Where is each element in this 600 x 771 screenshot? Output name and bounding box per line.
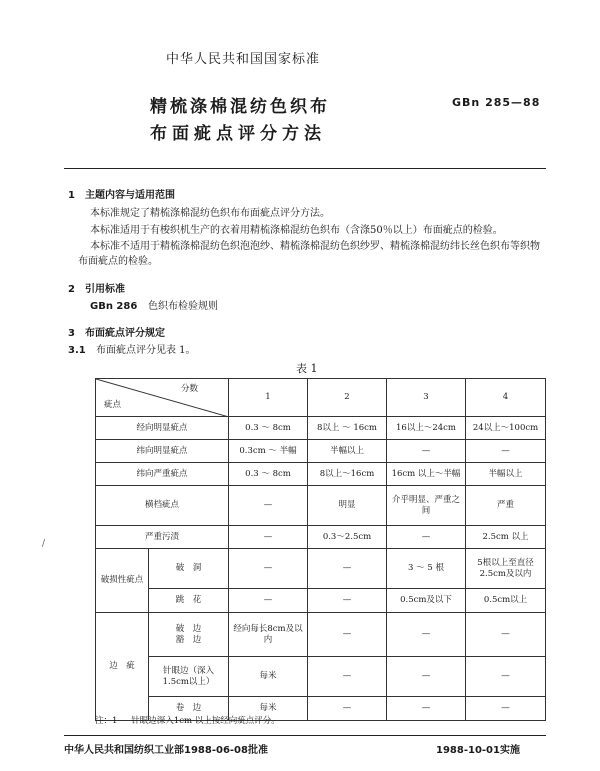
clause-3-1-text: 布面疵点评分见表 1。: [96, 345, 196, 356]
cell: —: [308, 549, 387, 589]
group-label-edge: 边 疵: [96, 613, 149, 721]
title-line-1: 精梳涤棉混纺色织布: [150, 97, 330, 117]
table-row: [96, 526, 546, 549]
cell: 经向每长8cm及以内: [229, 613, 308, 657]
table-row: [96, 549, 546, 589]
col-header-4: 4: [466, 379, 546, 417]
row-label: 跳 花: [149, 589, 229, 613]
table-row: [96, 440, 546, 463]
section-3-title: 3 布面疵点评分规定: [68, 328, 165, 339]
col-header-3: 3: [387, 379, 466, 417]
cell: 3 ～ 5 根: [387, 549, 466, 589]
cell: —: [308, 613, 387, 657]
cell: 8以上 ～ 16cm: [308, 417, 387, 440]
table-row: [96, 417, 546, 440]
cell: —: [229, 486, 308, 526]
cell: 0.5cm以上: [466, 589, 546, 613]
cell: —: [387, 657, 466, 697]
section-1-para-1: 本标准规定了精梳涤棉混纺色织布布面疵点评分方法。: [90, 208, 330, 219]
table-note: 注：1 针眼边深入1cm 以上按经向疵点评分。: [95, 716, 280, 726]
cell: 严重: [466, 486, 546, 526]
cell: —: [229, 589, 308, 613]
cell: —: [308, 657, 387, 697]
row-label: 横档疵点: [96, 486, 229, 526]
cell: —: [466, 440, 546, 463]
title-line-2: 布面疵点评分方法: [150, 124, 326, 144]
row-label: 严重污渍: [96, 526, 229, 549]
table-header-row: [96, 379, 546, 417]
cell: 0.3cm ～ 半幅: [229, 440, 308, 463]
header-defect: 疵点: [104, 400, 122, 410]
section-2-title: 2 引用标准: [68, 284, 125, 295]
cell: 0.3 ～ 8cm: [229, 417, 308, 440]
diagonal-header-cell: [96, 379, 229, 417]
cell: —: [387, 526, 466, 549]
cell: 16cm 以上～半幅: [387, 463, 466, 486]
cell: 0.5cm及以下: [387, 589, 466, 613]
row-label: 卷 边: [149, 697, 229, 721]
cell: —: [308, 589, 387, 613]
section-1-title: 1 主题内容与适用范围: [68, 190, 175, 201]
cell: 0.3 ～ 8cm: [229, 463, 308, 486]
section-1-para-2: 本标准适用于有梭织机生产的衣着用精梳涤棉混纺色织布（含涤50％以上）布面疵点的检验。: [90, 225, 503, 236]
header-rule: [64, 168, 546, 169]
clause-3-1-number: 3.1: [68, 345, 86, 356]
section-1-para-3: 本标准不适用于精梳涤棉混纺色织泡泡纱、精梳涤棉混纺色织纱罗、精梳涤棉混纺纬长丝色织布等织物布面疵点的检验。: [78, 241, 540, 267]
cell: —: [387, 613, 466, 657]
header-score: 分数: [180, 384, 198, 394]
effective-date: 1988-10-01实施: [436, 745, 520, 756]
reference-code: GBn 286: [90, 301, 138, 312]
defect-score-table: [95, 378, 546, 721]
margin-mark: /: [42, 539, 46, 549]
cell: —: [387, 440, 466, 463]
col-header-2: 2: [308, 379, 387, 417]
approval-line: 中华人民共和国纺织工业部1988-06-08批准: [64, 745, 268, 756]
cell: 明显: [308, 486, 387, 526]
table-row: [96, 657, 546, 697]
cell: —: [387, 697, 466, 721]
reference-name: 色织布检验规则: [148, 301, 218, 312]
cell: —: [466, 657, 546, 697]
cell: —: [229, 526, 308, 549]
cell: 半幅以上: [308, 440, 387, 463]
cell: 5根以上至直径2.5cm及以内: [466, 549, 546, 589]
row-label-a: 破 边: [175, 623, 202, 634]
standard-number: GBn 285—88: [452, 96, 541, 109]
cell: —: [466, 697, 546, 721]
row-label: 纬向严重疵点: [96, 463, 229, 486]
diagonal-line: [96, 379, 229, 417]
cell: 每米: [229, 697, 308, 721]
table-row: [96, 589, 546, 613]
cell: —: [308, 697, 387, 721]
footer-rule: [64, 735, 546, 736]
table-caption: 表 1: [296, 362, 318, 375]
cell: 16以上～24cm: [387, 417, 466, 440]
table-row: [96, 486, 546, 526]
row-label-b: 豁 边: [175, 634, 202, 645]
cell: —: [229, 549, 308, 589]
table-row: [96, 463, 546, 486]
col-header-1: 1: [229, 379, 308, 417]
row-label: 破 洞: [149, 549, 229, 589]
cell: 介乎明显、严重之间: [387, 486, 466, 526]
group-label-breakage: 破损性疵点: [96, 549, 149, 613]
row-label: 经向明显疵点: [96, 417, 229, 440]
cell: 24以上～100cm: [466, 417, 546, 440]
issuing-authority: 中华人民共和国国家标准: [166, 52, 321, 67]
row-label: 纬向明显疵点: [96, 440, 229, 463]
cell: 0.3～2.5cm: [308, 526, 387, 549]
cell: 每米: [229, 657, 308, 697]
cell: 2.5cm 以上: [466, 526, 546, 549]
row-label: 针眼边（深入1.5cm以上）: [149, 657, 229, 697]
table-row: [96, 613, 546, 657]
cell: 半幅以上: [466, 463, 546, 486]
cell: 8以上～16cm: [308, 463, 387, 486]
cell: —: [466, 613, 546, 657]
row-label: [149, 613, 229, 657]
